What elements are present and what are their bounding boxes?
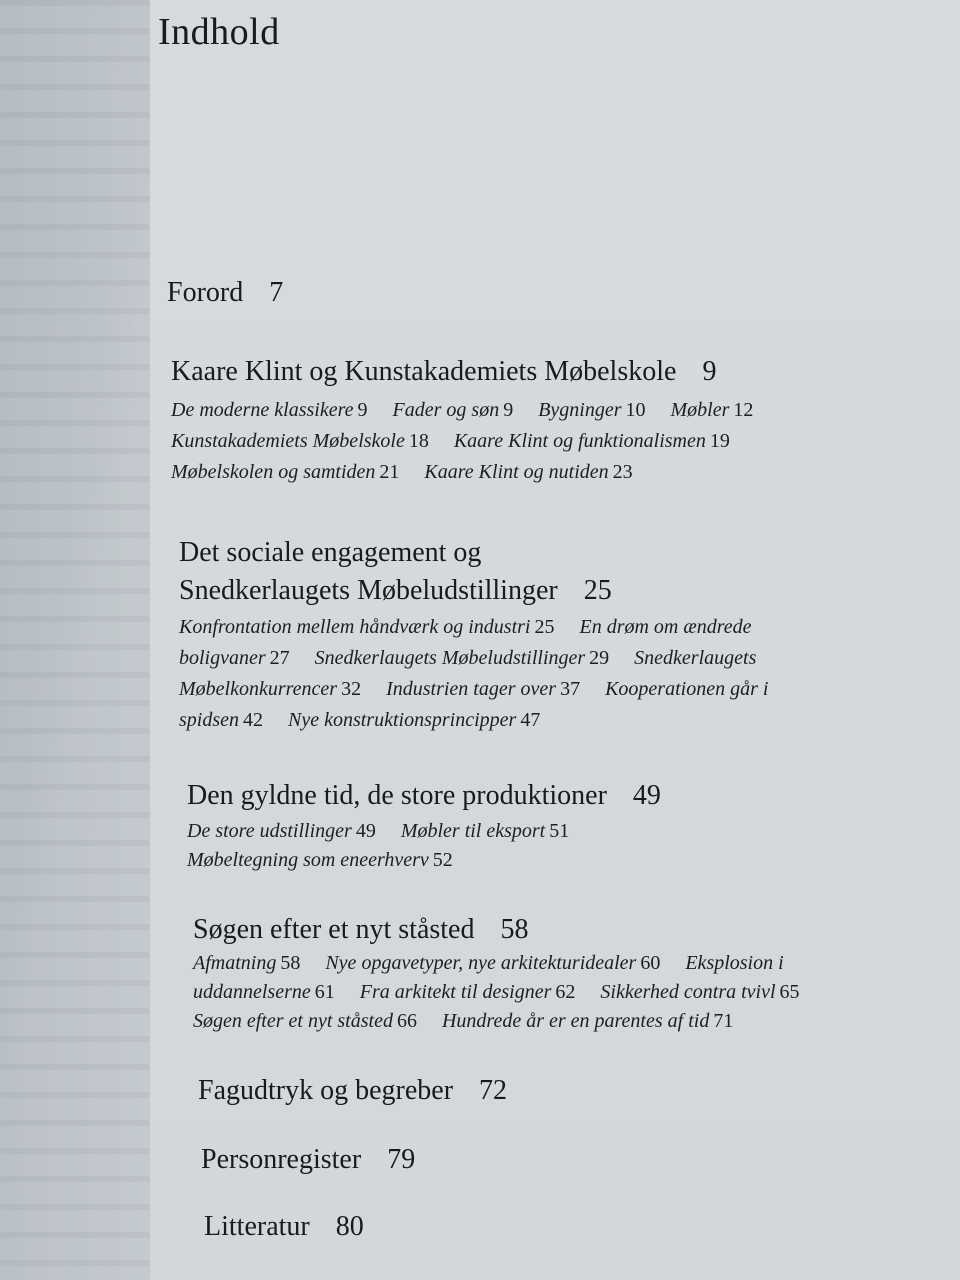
chapter-page: 80	[335, 1211, 364, 1242]
subsection-entry: Snedkerlaugets	[634, 647, 757, 669]
subsection-entry: Snedkerlaugets Møbeludstillinger 29	[314, 647, 610, 669]
chapter-page: 9	[702, 356, 717, 387]
chapter-den-gyldne-tid	[187, 777, 661, 875]
page-title: Indhold	[158, 11, 280, 53]
subsection-list	[179, 612, 788, 736]
subsection-entry: En drøm om ændrede	[579, 616, 752, 638]
subsection-entry: De store udstillinger 49	[187, 820, 376, 842]
subsection-line	[171, 395, 773, 426]
subsection-entry: Møbler 12	[670, 399, 754, 421]
subsection-line	[171, 426, 773, 457]
subsection-line	[179, 705, 788, 736]
subsection-entry: Fra arkitekt til designer 62	[359, 981, 576, 1003]
chapter-kaare-klint	[171, 353, 773, 488]
chapter-title: Det sociale engagement og	[179, 537, 482, 568]
subsection-entry: boligvaner 27	[179, 647, 290, 669]
chapter-title: Personregister	[201, 1144, 362, 1175]
subsection-line	[179, 643, 788, 674]
subsection-line	[187, 817, 661, 846]
subsection-list	[187, 817, 661, 875]
chapter-page: 49	[632, 780, 661, 811]
subsection-line	[171, 457, 773, 488]
subsection-line	[193, 949, 820, 978]
subsection-entry: Sikkerhed contra tvivl 65	[600, 981, 800, 1003]
subsection-entry: Kaare Klint og funktionalismen 19	[453, 430, 730, 452]
subsection-entry: Møbelskolen og samtiden 21	[171, 461, 400, 483]
subsection-entry: Industrien tager over 37	[386, 678, 581, 700]
subsection-entry: Møbler til eksport 51	[400, 820, 570, 842]
subsection-entry: Nye konstruktionsprincipper 47	[288, 709, 541, 731]
chapter-title: Forord	[167, 277, 244, 308]
subsection-entry: Søgen efter et nyt ståsted 66	[193, 1010, 417, 1032]
chapter-page: 79	[387, 1144, 416, 1175]
chapter-title: Fagudtryk og begreber	[198, 1075, 454, 1106]
subsection-entry: Hundrede år er en parentes af tid 71	[441, 1010, 734, 1032]
subsection-list	[171, 395, 773, 488]
chapter-title: Snedkerlaugets Møbeludstillinger	[179, 575, 558, 606]
subsection-entry: Møbeltegning som eneerhverv 52	[187, 849, 453, 871]
subsection-entry: De moderne klassikere 9	[171, 399, 368, 421]
subsection-line	[179, 612, 788, 643]
chapter-title: Søgen efter et nyt ståsted	[193, 914, 475, 945]
subsection-entry: Bygninger 10	[538, 399, 646, 421]
chapter-page: 58	[500, 914, 529, 945]
chapter-page: 7	[269, 277, 284, 308]
chapter-forord	[167, 274, 283, 312]
subsection-entry: Nye opgavetyper, nye arkitekturidealer 60	[325, 952, 661, 974]
subsection-entry: Kooperationen går i	[605, 678, 769, 700]
subsection-entry: Afmatning 58	[193, 952, 301, 974]
subsection-line	[193, 1007, 820, 1036]
subsection-entry: spidsen 42	[179, 709, 263, 731]
chapter-fagudtryk-og-begreber	[198, 1072, 507, 1110]
chapter-page: 72	[479, 1075, 508, 1106]
chapter-soegen-efter-et-nyt-staasted	[193, 911, 820, 1036]
chapter-title: Den gyldne tid, de store produktioner	[187, 780, 607, 811]
subsection-entry: Kunstakademiets Møbelskole 18	[171, 430, 429, 452]
subsection-entry: uddannelserne 61	[193, 981, 335, 1003]
subsection-entry: Møbelkonkurrencer 32	[179, 678, 362, 700]
subsection-list	[193, 949, 820, 1036]
subsection-line	[187, 846, 661, 875]
chapter-personregister	[201, 1141, 415, 1179]
subsection-line	[179, 674, 788, 705]
chapter-det-sociale-engagement	[179, 534, 788, 736]
chapter-litteratur	[204, 1208, 364, 1246]
subsection-entry: Fader og søn 9	[392, 399, 514, 421]
subsection-entry: Konfrontation mellem håndværk og industri 25	[179, 616, 555, 638]
chapter-title: Litteratur	[204, 1211, 310, 1242]
subsection-entry: Eksplosion i	[685, 952, 784, 974]
chapter-title: Kaare Klint og Kunstakademiets Møbelskole	[171, 356, 677, 387]
subsection-entry: Kaare Klint og nutiden 23	[424, 461, 633, 483]
chapter-page: 25	[583, 575, 612, 606]
subsection-line	[193, 978, 820, 1007]
